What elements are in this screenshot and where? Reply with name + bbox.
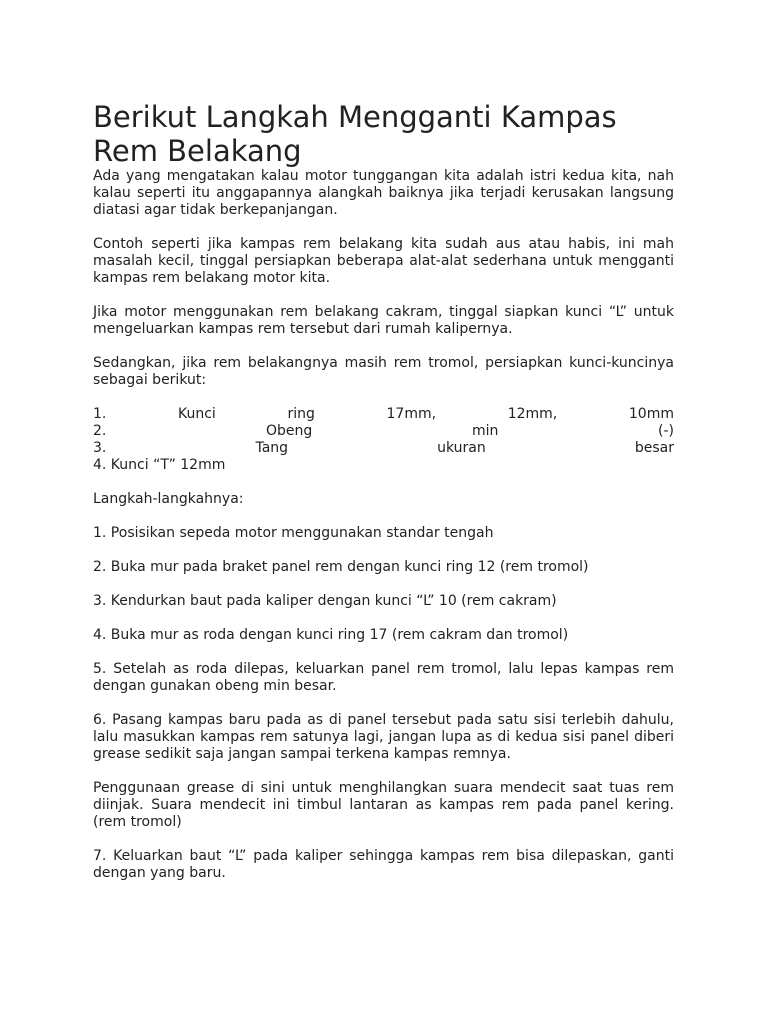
step-paragraph: 2. Buka mur pada braket panel rem dengan kunci ring 12 (rem tromol)	[93, 559, 589, 575]
intro-paragraph: Contoh seperti jika kampas rem belakang kita sudah aus atau habis, ini mah masalah kecil, tinggal persiapkan beberapa alat-alat sederhana untuk mengganti kampas rem belakang motor kita.	[93, 236, 674, 286]
step-paragraph: 4. Buka mur as roda dengan kunci ring 17 (rem cakram dan tromol)	[93, 627, 569, 643]
tools-list	[93, 406, 674, 474]
tools-list-item	[93, 440, 674, 457]
note-paragraph: Penggunaan grease di sini untuk menghilangkan suara mendecit saat tuas rem diinjak. Suara mendecit ini timbul lantaran as kampas rem pada panel kering. (rem tromol)	[93, 780, 674, 830]
tools-list-item	[93, 423, 674, 440]
tools-list-word: min	[471, 423, 499, 439]
tools-list-word: Kunci	[178, 406, 216, 422]
tools-list-item	[93, 406, 674, 423]
step-paragraph: 1. Posisikan sepeda motor menggunakan standar tengah	[93, 525, 494, 541]
steps-heading: Langkah-langkahnya:	[93, 491, 244, 507]
tools-list-item	[93, 457, 674, 474]
step-paragraph: 3. Kendurkan baut pada kaliper dengan kunci “L” 10 (rem cakram)	[93, 593, 557, 609]
tools-list-word: ukuran	[437, 440, 486, 456]
intro-paragraph: Sedangkan, jika rem belakangnya masih rem tromol, persiapkan kunci-kuncinya sebagai berikut:	[93, 355, 674, 388]
tools-list-word: besar	[634, 440, 674, 456]
step-paragraph: 7. Keluarkan baut “L” pada kaliper sehingga kampas rem bisa dilepaskan, ganti dengan yang baru.	[93, 848, 674, 881]
tools-list-word: 3.	[93, 440, 107, 456]
step-paragraph: 5. Setelah as roda dilepas, keluarkan panel rem tromol, lalu lepas kampas rem dengan gunakan obeng min besar.	[93, 661, 674, 694]
tools-list-word: 10mm	[628, 406, 674, 422]
intro-paragraph: Jika motor menggunakan rem belakang cakram, tinggal siapkan kunci “L” untuk mengeluarkan kampas rem tersebut dari rumah kalipernya.	[93, 304, 674, 337]
tools-list-word: (-)	[658, 423, 674, 439]
tools-list-word: 12mm,	[507, 406, 558, 422]
tools-list-word: 1.	[93, 406, 107, 422]
tools-list-word: Obeng	[266, 423, 313, 439]
article-title: Berikut Langkah Mengganti Kampas Rem Belakang	[93, 100, 617, 168]
step-paragraph: 6. Pasang kampas baru pada as di panel tersebut pada satu sisi terlebih dahulu, lalu masukkan kampas rem satunya lagi, jangan lupa as di kedua sisi panel diberi grease sedikit saja jangan sampai terkena kampas remnya.	[93, 712, 674, 762]
intro-paragraph: Ada yang mengatakan kalau motor tunggangan kita adalah istri kedua kita, nah kalau seperti itu anggapannya alangkah baiknya jika terjadi kerusakan langsung diatasi agar tidak berkepanjangan.	[93, 168, 674, 218]
tools-list-word: Tang	[255, 440, 289, 456]
tools-list-word: 4. Kunci “T” 12mm	[93, 457, 226, 473]
tools-list-word: 17mm,	[386, 406, 437, 422]
document-page	[93, 100, 674, 899]
tools-list-word: 2.	[93, 423, 107, 439]
tools-list-word: ring	[287, 406, 315, 422]
